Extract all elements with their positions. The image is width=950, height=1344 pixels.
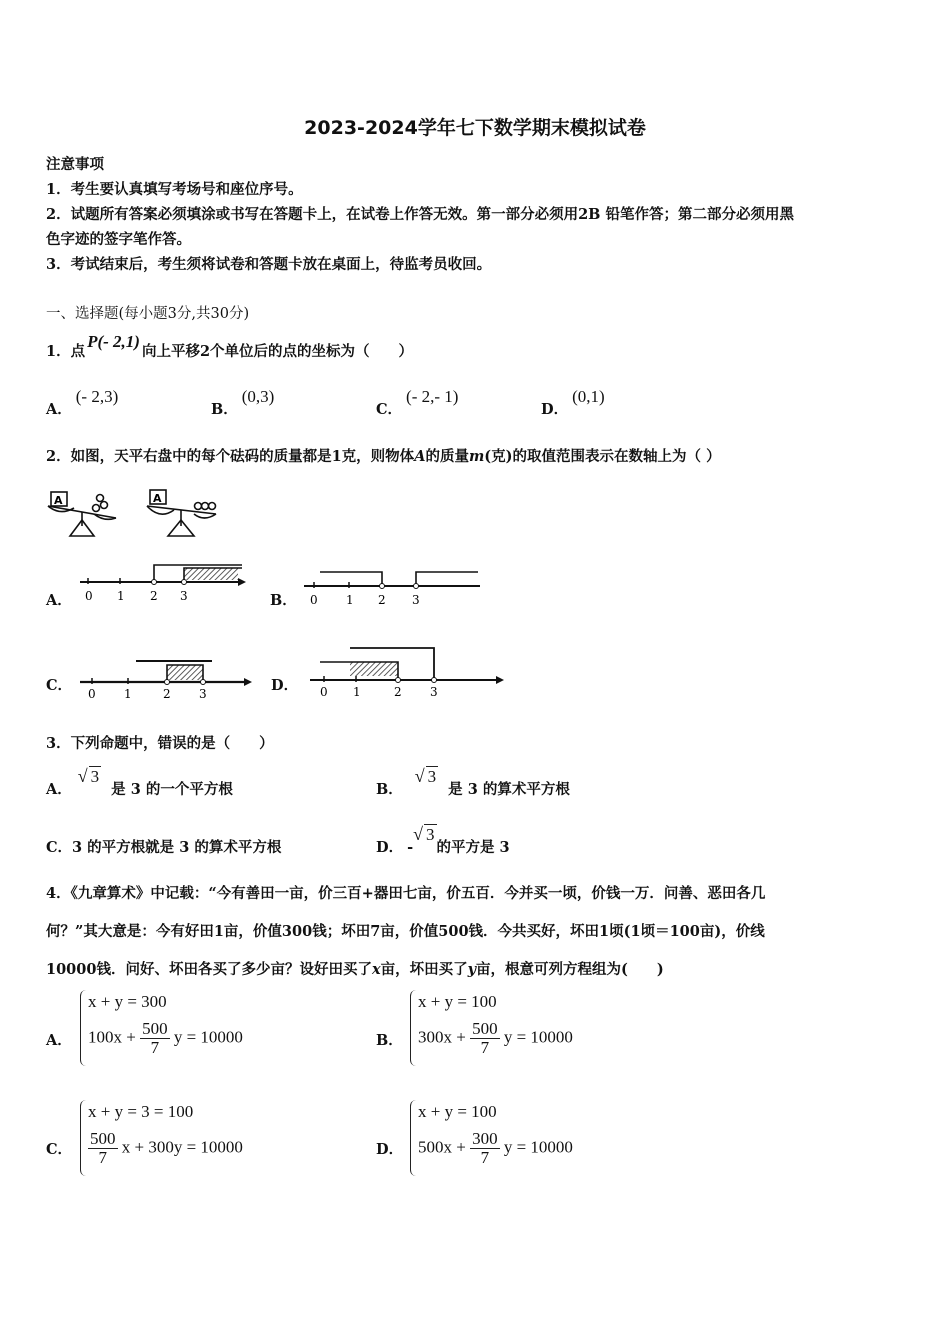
tick-label: 3 [430,685,438,699]
option-value: (- 2,- 1) [406,387,459,406]
option-text: 3 的平方根就是 3 的算术平方根 [72,839,282,856]
q1-suffix: 向上平移2个单位后的点的坐标为（ ） [141,343,414,360]
page-title: 2023-2024学年七下数学期末模拟试卷 [304,117,646,139]
option-label: C． [46,839,73,856]
tick-label: 0 [310,593,318,607]
q2-option-b-numberline[interactable] [302,562,487,610]
notice-line: 色字迹的签字笔作答。 [46,231,191,248]
q2-option-b-label[interactable]: B． [270,592,297,609]
q3-option-d[interactable]: D． -√ 3的平方是 3 [376,824,510,856]
q1-option-c[interactable] [376,386,459,418]
balance-scales-figure [44,484,229,542]
q4-option-b-eq1: x + y = 100 [418,992,497,1011]
option-label: A． [46,781,72,798]
q4-option-d-eq2: 500x + $\frac{300}{7}$ y = 10000 [418,1129,573,1167]
option-label: B． [376,781,403,798]
q1-prefix: 1．点 [46,343,86,360]
q1-point: P(- 2,1) [87,332,140,351]
q1-option-d[interactable] [541,386,605,418]
notice-line: 3．考试结束后，考生须将试卷和答题卡放在桌面上，待监考员收回。 [46,256,492,273]
q2-option-d-label[interactable]: D． [271,677,299,694]
q2-option-c-label[interactable]: C． [46,677,73,694]
option-label: D． [376,839,404,856]
q4-option-a-eq2: 100x + $\frac{500}{7}$ y = 10000 [88,1019,243,1057]
sqrt-3: √ 3 [413,824,435,844]
sqrt-3: √ 3 [414,766,437,786]
tick-label: 3 [180,589,188,603]
q4-stem-line: 何？”其大意是：今有好田1亩，价值300钱；坏田7亩，价值500钱．今共买好，坏田1顷(1顷＝100亩)，价线 [46,923,765,940]
fraction: $\frac{500}{7}$ [142,1019,168,1057]
option-value: (0,1) [572,387,605,406]
notice-heading: 注意事项 [46,156,104,173]
fraction: $\frac{300}{7}$ [472,1129,498,1167]
tick-label: 3 [412,593,420,607]
section-heading: 一、选择题(每小题3分,共30分) [46,306,250,322]
tick-label: 1 [353,685,361,699]
option-value: (0,3) [241,387,275,406]
tick-label: 0 [85,589,93,603]
q1-stem [46,332,414,361]
q3-option-a[interactable] [46,766,233,798]
q4-stem-line: 10000钱．问好、坏田各买了多少亩？设好田买了x亩，坏田买了y亩，根意可列方程组为( ) [46,961,664,978]
q1-option-b[interactable] [211,386,275,418]
q4-option-b-label[interactable]: B． [376,1032,403,1049]
tick-label: 3 [199,687,207,700]
q4-option-d-label[interactable]: D． [376,1141,404,1158]
tick-label: 2 [378,593,386,607]
notice-line: 1．考生要认真填写考场号和座位序号。 [46,181,303,198]
q2-stem: 2．如图，天平右盘中的每个砝码的质量都是1克，则物体A的质量m(克)的取值范围表示在数轴上为（ ） [46,448,721,465]
q3-option-b[interactable] [376,766,570,798]
tick-label: 1 [117,589,125,603]
option-label: D． [541,401,569,418]
fraction: $\frac{500}{7}$ [90,1129,116,1167]
q4-option-a-eq1: x + y = 300 [88,992,167,1011]
q2-option-c-numberline[interactable] [78,652,258,700]
q3-stem: 3．下列命题中，错误的是（ ） [46,735,274,752]
q4-option-c-label[interactable]: C． [46,1141,73,1158]
scale-object-label: A [153,492,162,505]
q4-option-b-eq2: 300x + $\frac{500}{7}$ y = 10000 [418,1019,573,1057]
q2-option-a-label[interactable]: A． [46,592,72,609]
q4-option-c-eq1: x + y = 3 = 100 [88,1102,194,1121]
q2-option-a-numberline[interactable] [78,558,248,608]
option-label: B． [211,401,238,418]
tick-label: 2 [150,589,158,603]
q4-stem-line: 4．《九章算术》中记载：“今有善田一亩，价三百+器田七亩，价五百．今并买一顷，价钱一万．问善、恶田各几 [46,885,766,902]
option-text: 是 3 的算术平方根 [448,781,570,798]
tick-label: 0 [88,687,96,700]
option-text: 是 3 的一个平方根 [111,781,233,798]
tick-label: 1 [124,687,132,700]
q2-option-d-numberline[interactable] [308,644,508,700]
fraction: $\frac{500}{7}$ [472,1019,498,1057]
notice-line: 2．试题所有答案必须填涂或书写在答题卡上，在试卷上作答无效。第一部分必须用2B 铅笔作答；第二部分必须用黑 [46,206,794,223]
option-label: C． [376,401,403,418]
tick-label: 0 [320,685,328,699]
option-label: A． [46,401,72,418]
scale-object-label: A [54,494,63,507]
q4-option-c-eq2: $\frac{500}{7}$ x + 300y = 10000 [90,1129,243,1167]
tick-label: 1 [346,593,354,607]
option-value: (- 2,3) [75,387,119,406]
tick-label: 2 [394,685,402,699]
q4-option-a-label[interactable]: A． [46,1032,72,1049]
option-text: 的平方是 3 [436,839,510,856]
q4-option-d-eq1: x + y = 100 [418,1102,497,1121]
q3-option-c[interactable] [46,836,281,857]
sqrt-3: √ 3 [77,766,100,786]
q1-option-a[interactable] [46,386,119,418]
tick-label: 2 [163,687,171,700]
